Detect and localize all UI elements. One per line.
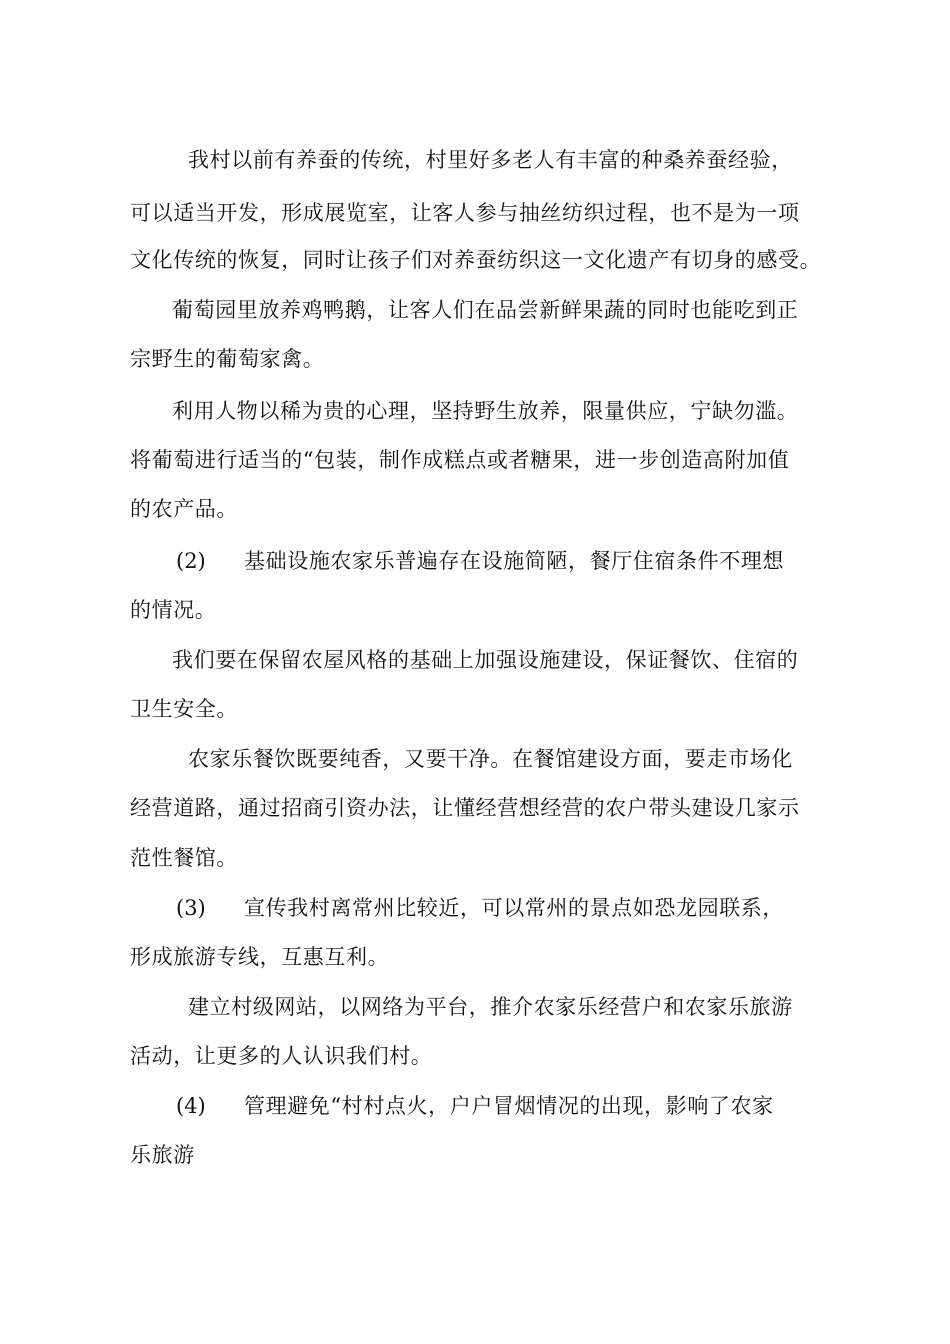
text-line: 将葡萄进行适当的“包装，制作成糕点或者糖果，进一步创造高附加值	[130, 448, 790, 472]
text-line: 的情况。	[130, 598, 217, 622]
list-number: (3)	[176, 896, 206, 920]
text-line: 经营道路，通过招商引资办法，让懂经营想经营的农户带头建设几家示	[130, 796, 800, 820]
text-line: 可以适当开发，形成展览室，让客人参与抽丝纺织过程，也不是为一项	[130, 201, 800, 225]
text-line: 管理避免“村村点火，户户冒烟情况的出现，影响了农家	[244, 1094, 774, 1118]
list-number: (2)	[176, 549, 206, 573]
text-line: 乐旅游	[130, 1143, 195, 1167]
text-line: 基础设施农家乐普遍存在设施简陋，餐厅住宿条件不理想	[244, 549, 784, 573]
text-line: 文化传统的恢复，同时让孩子们对养蚕纺织这一文化遗产有切身的感受。	[130, 248, 822, 272]
text-line: 我村以前有养蚕的传统，村里好多老人有丰富的种桑养蚕经验，	[188, 148, 793, 172]
text-line: 葡萄园里放养鸡鸭鹅，让客人们在品尝新鲜果蔬的同时也能吃到正	[172, 298, 799, 322]
text-line: 农家乐餐饮既要纯香，又要干净。在餐馆建设方面，要走市场化	[188, 747, 793, 771]
text-line: 利用人物以稀为贵的心理，坚持野生放养，限量供应，宁缺勿滥。	[172, 399, 799, 423]
list-number: (4)	[176, 1094, 206, 1118]
text-line: 建立村级网站，以网络为平台，推介农家乐经营户和农家乐旅游	[188, 995, 793, 1019]
text-line: 的农产品。	[130, 497, 238, 521]
text-line: 活动，让更多的人认识我们村。	[130, 1044, 433, 1068]
text-line: 宣传我村离常州比较近，可以常州的景点如恐龙园联系，	[244, 896, 784, 920]
text-line: 我们要在保留农屋风格的基础上加强设施建设，保证餐饮、住宿的	[172, 648, 799, 672]
text-line: 宗野生的葡萄家禽。	[130, 347, 325, 371]
text-line: 卫生安全。	[130, 697, 238, 721]
text-line: 形成旅游专线，互惠互利。	[130, 945, 390, 969]
text-line: 范性餐馆。	[130, 846, 238, 870]
